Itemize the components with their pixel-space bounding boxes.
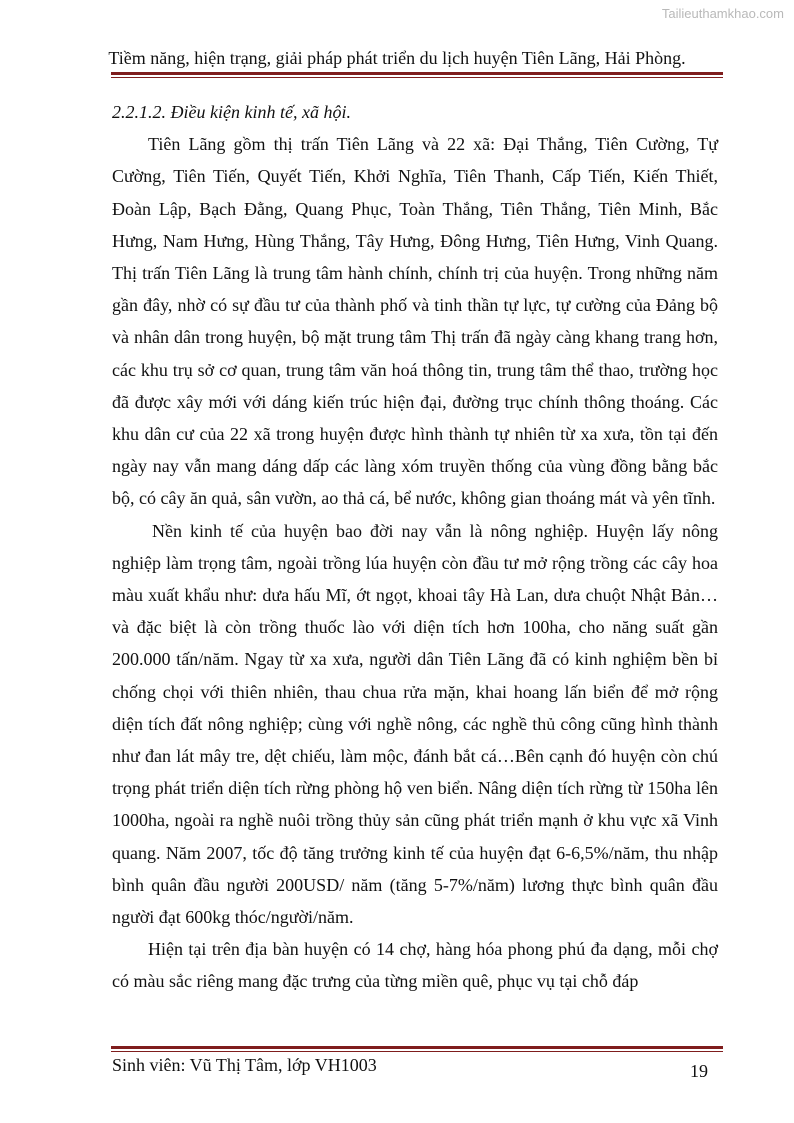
footer-student: Sinh viên: Vũ Thị Tâm, lớp VH1003 bbox=[112, 1055, 377, 1075]
header-rule-thin bbox=[111, 77, 723, 78]
page-header-title: Tiềm năng, hiện trạng, giải pháp phát triển du lịch huyện Tiên Lãng, Hải Phòng. bbox=[108, 48, 686, 68]
footer-rule-thin bbox=[111, 1051, 723, 1052]
footer-rule-thick bbox=[111, 1046, 723, 1049]
paragraph-markets: Hiện tại trên địa bàn huyện có 14 chợ, hàng hóa phong phú đa dạng, mỗi chợ có màu sắc riêng mang đặc trưng của từng miền quê, phục vụ tại chỗ đáp bbox=[112, 939, 718, 992]
page-number: 19 bbox=[690, 1061, 708, 1081]
section-heading: 2.2.1.2. Điều kiện kinh tế, xã hội. bbox=[112, 102, 351, 122]
paragraph-economy: Nền kinh tế của huyện bao đời nay vẫn là nông nghiệp. Huyện lấy nông nghiệp làm trọng tâm, ngoài trồng lúa huyện còn đầu tư mở rộng trồng các cây hoa màu xuất khẩu như: dưa hấu Mĩ, ớt ngọt, khoai tây Hà Lan, dưa chuột Nhật Bản…và đặc biệt là còn trồng thuốc lào với diện tích hơn 100ha, cho năng suất gần 200.000 tấn/năm. Ngay từ xa xưa, người dân Tiên Lãng đã có kinh nghiệm bền bỉ chống chọi với thiên nhiên, thau chua rửa mặn, khai hoang lấn biển để mở rộng diện tích đất nông nghiệp; cùng với nghề nông, các nghề thủ công cũng hình thành như đan lát mây tre, dệt chiếu, làm mộc, đánh bắt cá…Bên cạnh đó huyện còn chú trọng phát triển diện tích rừng phòng hộ ven biển. Nâng diện tích rừng từ 150ha lên 1000ha, ngoài ra nghề nuôi trồng thủy sản cũng phát triển mạnh ở khu vực xã Vinh quang. Năm 2007, tốc độ tăng trưởng kinh tế của huyện đạt 6-6,5%/năm, thu nhập bình quân đầu người 200USD/ năm (tăng 5-7%/năm) lương thực bình quân đầu người đạt 600kg thóc/người/năm. bbox=[112, 520, 718, 928]
paragraph-administrative: Tiên Lãng gồm thị trấn Tiên Lãng và 22 xã: Đại Thắng, Tiên Cường, Tự Cường, Tiên Tiến, Quyết Tiến, Khởi Nghĩa, Tiên Thanh, Cấp Tiến, Kiến Thiết, Đoàn Lập, Bạch Đằng, Quang Phục, Toàn Thắng, Tiên Thắng, Tiên Minh, Bắc Hưng, Nam Hưng, Hùng Thắng, Tây Hưng, Đông Hưng, Tiên Hưng, Vinh Quang. Thị trấn Tiên Lãng là trung tâm hành chính, chính trị của huyện. Trong những năm gần đây, nhờ có sự đầu tư của thành phố và tinh thần tự lực, tự cường của Đảng bộ và nhân dân trong huyện, bộ mặt trung tâm Thị trấn đã ngày càng khang trang hơn, các khu trụ sở cơ quan, trung tâm văn hoá thông tin, trung tâm thể thao, trường học đã được xây mới với dáng kiến trúc hiện đại, đường trục chính thông thoáng. Các khu dân cư của 22 xã trong huyện được hình thành tự nhiên từ xa xưa, tồn tại đến ngày nay vẫn mang dáng dấp các làng xóm truyền thống của vùng đồng bằng bắc bộ, có cây ăn quả, sân vườn, ao thả cá, bể nước, không gian thoáng mát và yên tĩnh. bbox=[112, 134, 718, 509]
document-body bbox=[112, 96, 718, 998]
watermark: Tailieuthamkhao.com bbox=[661, 6, 784, 21]
header-rule-thick bbox=[111, 72, 723, 75]
